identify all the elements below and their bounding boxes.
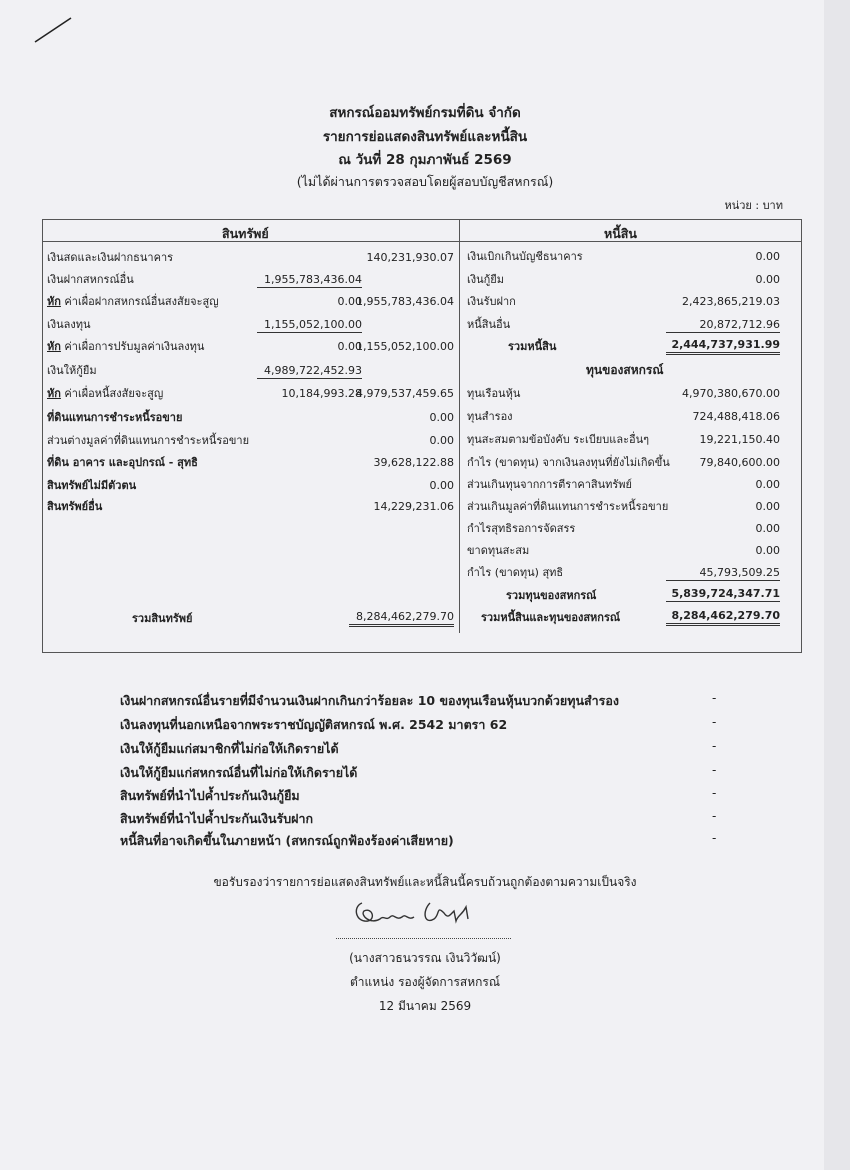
liability-row-value: 0.00 [755, 273, 780, 286]
report-date: ณ วันที่ 28 กุมภาพันธ์ 2569 [338, 152, 512, 168]
pen-stroke-mark [33, 14, 73, 46]
asset-row-text: ที่ดิน อาคาร และอุปกรณ์ - สุทธิ [47, 456, 198, 469]
liability-row-value: 20,872,712.96 [666, 318, 780, 333]
disclosure-note: สินทรัพย์ที่นำไปค้ำประกันเงินรับฝาก [120, 811, 314, 826]
disclosure-note: เงินลงทุนที่นอกเหนือจากพระราชบัญญัติสหกรณ์ พ.ศ. 2542 มาตรา 62 [120, 717, 508, 732]
asset-row-label [47, 411, 182, 425]
asset-net-value: 0.00 [429, 479, 454, 492]
certification-text: ขอรับรองว่ารายการย่อแสดงสินทรัพย์และหนี้สินนี้ครบถ้วนถูกต้องตามความเป็นจริง [213, 875, 637, 889]
liability-row-label: หนี้สินอื่น [467, 318, 511, 331]
total-assets-value: 8,284,462,279.70 [349, 610, 454, 627]
asset-net-value: 4,979,537,459.65 [356, 387, 454, 400]
disclosure-value: - [712, 691, 717, 705]
equity-row-label: กำไรสุทธิรอการจัดสรร [467, 522, 576, 535]
asset-gross-value: 4,989,722,452.93 [257, 364, 362, 379]
deduct-prefix: หัก [47, 387, 61, 400]
disclosure-note: เงินฝากสหกรณ์อื่นรายที่มีจำนวนเงินฝากเกินกว่าร้อยละ 10 ของทุนเรือนหุ้นบวกด้วยทุนสำรอง [120, 693, 619, 708]
asset-row-text: สินทรัพย์ไม่มีตัวตน [47, 479, 137, 492]
asset-net-value: 39,628,122.88 [373, 456, 454, 469]
unit-label: หน่วย : บาท [724, 199, 783, 212]
disclosure-value: - [712, 809, 717, 823]
coop-name: สหกรณ์ออมทรัพย์กรมที่ดิน จำกัด [329, 105, 521, 121]
signature-line [336, 938, 511, 939]
equity-row-label: ส่วนเกินทุนจากการตีราคาสินทรัพย์ [467, 478, 632, 491]
asset-gross-value: 1,955,783,436.04 [257, 273, 362, 288]
asset-row-label [47, 456, 198, 470]
equity-row-value: 0.00 [755, 522, 780, 535]
equity-heading: ทุนของสหกรณ์ [586, 363, 664, 377]
disclosure-value: - [712, 763, 717, 777]
equity-row-label: ทุนสำรอง [467, 410, 513, 423]
disclosure-note: หนี้สินที่อาจเกิดขึ้นในภายหน้า (สหกรณ์ถูกฟ้องร้องค่าเสียหาย) [120, 833, 454, 848]
total-assets-label: รวมสินทรัพย์ [132, 612, 193, 625]
asset-gross-value: 0.00 [337, 340, 362, 353]
asset-net-value: 0.00 [429, 434, 454, 447]
asset-net-value: 140,231,930.07 [366, 251, 454, 264]
asset-row-text: ค่าเผื่อฝากสหกรณ์อื่นสงสัยจะสูญ [60, 295, 219, 308]
total-liabilities-label: รวมหนี้สิน [508, 340, 557, 353]
liability-row-value: 0.00 [755, 250, 780, 263]
signer-name: (นางสาวธนวรรณ เงินวิวัฒน์) [349, 951, 501, 965]
asset-net-value: 1,155,052,100.00 [356, 340, 454, 353]
equity-row-value: 4,970,380,670.00 [682, 387, 780, 400]
asset-gross-value: 1,155,052,100.00 [257, 318, 362, 333]
total-equity-value: 5,839,724,347.71 [666, 587, 780, 602]
equity-row-label: ทุนเรือนหุ้น [467, 387, 521, 400]
equity-row-value: 45,793,509.25 [666, 566, 780, 581]
asset-row-text: เงินให้กู้ยืม [47, 364, 97, 377]
equity-row-value: 0.00 [755, 478, 780, 491]
report-title: รายการย่อแสดงสินทรัพย์และหนี้สิน [322, 129, 528, 145]
asset-row-label [47, 434, 249, 448]
liability-row-label: เงินกู้ยืม [467, 273, 505, 286]
liabilities-heading: หนี้สิน [604, 226, 637, 241]
table-header-rule [42, 241, 802, 242]
asset-row-text: เงินฝากสหกรณ์อื่น [47, 273, 134, 286]
equity-row-value: 0.00 [755, 544, 780, 557]
equity-row-value: 79,840,600.00 [699, 456, 780, 469]
disclosure-note: เงินให้กู้ยืมแก่สหกรณ์อื่นที่ไม่ก่อให้เกิดรายได้ [120, 765, 358, 780]
asset-gross-value: 0.00 [337, 295, 362, 308]
asset-row-label [47, 251, 173, 265]
asset-row-text: ที่ดินแทนการชำระหนี้รอขาย [47, 411, 183, 424]
signer-position: ตำแหน่ง รองผู้จัดการสหกรณ์ [350, 975, 500, 989]
table-divider [459, 219, 460, 633]
total-liabilities-value: 2,444,737,931.99 [666, 338, 780, 355]
asset-row-text: สินทรัพย์อื่น [47, 500, 103, 513]
equity-row-value: 19,221,150.40 [699, 433, 780, 446]
asset-row-text: เงินลงทุน [47, 318, 91, 331]
disclosure-value: - [712, 786, 717, 800]
asset-row-text: ค่าเผื่อการปรับมูลค่าเงินลงทุน [60, 340, 205, 353]
asset-net-value: 0.00 [429, 411, 454, 424]
liability-row-value: 2,423,865,219.03 [682, 295, 780, 308]
signer-date: 12 มีนาคม 2569 [378, 999, 472, 1013]
total-equity-label: รวมทุนของสหกรณ์ [506, 589, 597, 602]
equity-row-label: ส่วนเกินมูลค่าที่ดินแทนการชำระหนี้รอขาย [467, 500, 669, 513]
asset-row-text: ส่วนต่างมูลค่าที่ดินแทนการชำระหนี้รอขาย [47, 434, 250, 447]
asset-row-label [47, 318, 91, 332]
equity-row-value: 0.00 [755, 500, 780, 513]
equity-row-label: ขาดทุนสะสม [467, 544, 530, 557]
grand-total-value: 8,284,462,279.70 [666, 609, 780, 626]
asset-net-value: 1,955,783,436.04 [356, 295, 454, 308]
equity-row-label: กำไร (ขาดทุน) สุทธิ [467, 566, 564, 579]
disclosure-value: - [712, 831, 717, 845]
asset-gross-value: 10,184,993.28 [281, 387, 362, 400]
equity-row-value: 724,488,418.06 [692, 410, 780, 423]
audit-note: (ไม่ได้ผ่านการตรวจสอบโดยผู้สอบบัญชีสหกรณ์) [296, 174, 554, 189]
asset-row-label [47, 273, 134, 287]
asset-row-label [47, 479, 136, 493]
asset-row-text: ค่าเผื่อหนี้สงสัยจะสูญ [60, 387, 164, 400]
deduct-prefix: หัก [47, 295, 61, 308]
asset-row-label [47, 340, 204, 354]
asset-row-text: เงินสดและเงินฝากธนาคาร [47, 251, 174, 264]
liability-row-label: เงินรับฝาก [467, 295, 516, 308]
signature [350, 893, 490, 933]
asset-net-value: 14,229,231.06 [373, 500, 454, 513]
deduct-prefix: หัก [47, 340, 61, 353]
disclosure-note: สินทรัพย์ที่นำไปค้ำประกันเงินกู้ยืม [120, 788, 300, 803]
grand-total-label: รวมหนี้สินและทุนของสหกรณ์ [481, 611, 621, 624]
asset-row-label [47, 364, 97, 378]
asset-row-label [47, 387, 163, 401]
asset-row-label [47, 500, 102, 514]
disclosure-note: เงินให้กู้ยืมแก่สมาชิกที่ไม่ก่อให้เกิดรายได้ [120, 741, 339, 756]
disclosure-value: - [712, 739, 717, 753]
assets-heading: สินทรัพย์ [222, 226, 269, 241]
asset-row-label [47, 295, 219, 309]
liability-row-label: เงินเบิกเกินบัญชีธนาคาร [467, 250, 583, 263]
disclosure-value: - [712, 715, 717, 729]
equity-row-label: ทุนสะสมตามข้อบังคับ ระเบียบและอื่นๆ [467, 433, 650, 446]
equity-row-label: กำไร (ขาดทุน) จากเงินลงทุนที่ยังไม่เกิดขึ้น [467, 456, 670, 469]
